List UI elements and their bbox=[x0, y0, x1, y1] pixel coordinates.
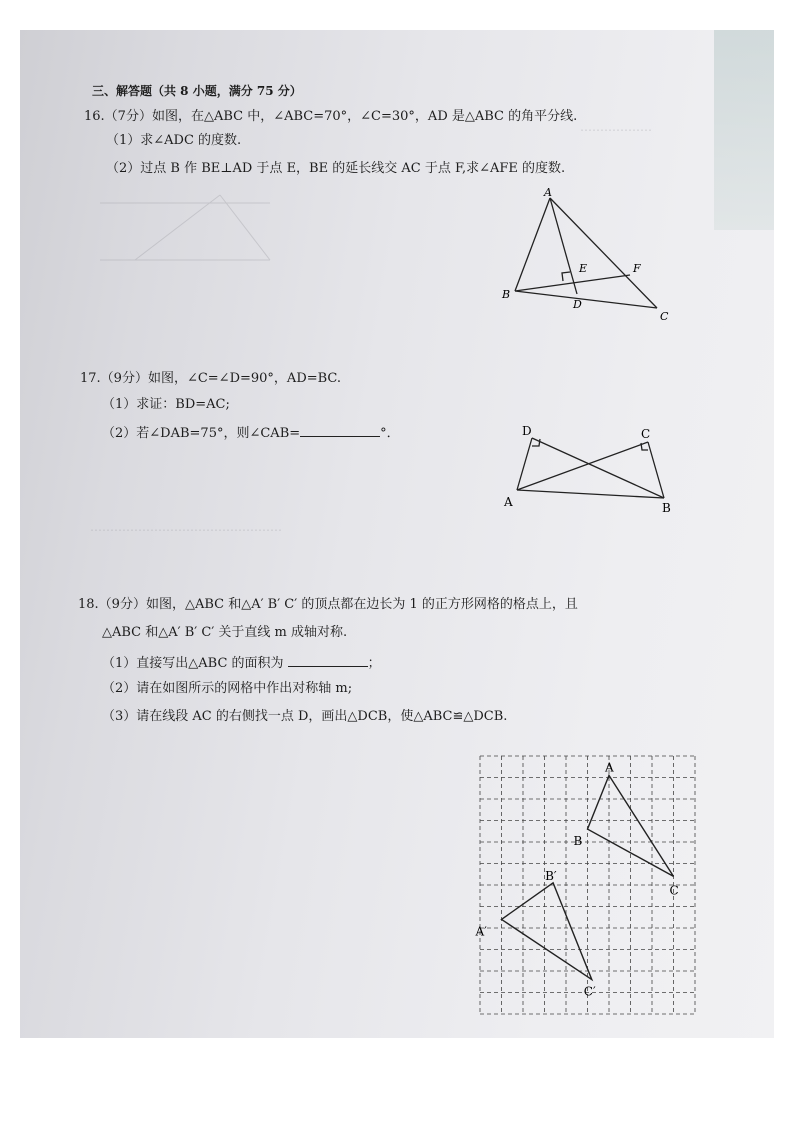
segment-ad bbox=[517, 438, 532, 490]
label-d: D bbox=[522, 424, 532, 438]
bleed-through-text: ……………… bbox=[580, 120, 652, 134]
q17-part2 bbox=[102, 422, 400, 443]
segment-bd bbox=[532, 438, 664, 498]
q17-part2-text: （2）若∠DAB=75°，则∠CAB= bbox=[102, 426, 301, 441]
q17-quadrilateral-figure bbox=[502, 420, 677, 515]
q18-part1-punct: ； bbox=[367, 656, 381, 671]
dashed-square-grid bbox=[480, 756, 695, 1014]
label-a: A bbox=[544, 188, 552, 199]
ghost-figure bbox=[90, 185, 280, 270]
photo-background bbox=[20, 30, 774, 1038]
label-e: E bbox=[579, 262, 588, 275]
segment-ab bbox=[517, 490, 664, 498]
section-title: 三、解答题（共 8 小题，满分 75 分） bbox=[92, 84, 302, 98]
label-b: B bbox=[573, 834, 583, 849]
q18-stem-line2: △ABC 和△A′ B′ C′ 关于直线 m 成轴对称. bbox=[102, 625, 348, 640]
q18-stem-line1: 18.（9分）如图，△ABC 和△A′ B′ C′ 的顶点都在边长为 1 的正方形网格的格点上，且 bbox=[78, 597, 578, 612]
q18-part1 bbox=[102, 652, 381, 673]
label-d: D bbox=[573, 298, 582, 311]
q18-area-answer-blank[interactable] bbox=[288, 652, 368, 667]
segment-ab bbox=[515, 198, 550, 291]
exam-sheet bbox=[20, 30, 774, 1038]
label-b: B bbox=[662, 501, 671, 515]
label-b: B bbox=[502, 288, 511, 301]
label-c: C bbox=[660, 310, 669, 323]
label-f: F bbox=[633, 262, 641, 275]
triangle-a1b1c1 bbox=[502, 883, 592, 980]
segment-ac bbox=[517, 442, 648, 490]
label-a-prime: A′ bbox=[475, 924, 487, 939]
q18-part3: （3）请在线段 AC 的右侧找一点 D，画出△DCB，使△ABC≌△DCB. bbox=[102, 709, 508, 724]
segment-bc bbox=[515, 291, 657, 308]
label-c: C bbox=[669, 883, 679, 898]
label-c-prime: C′ bbox=[583, 984, 596, 999]
bleed-through-text: ………………………………………… bbox=[90, 520, 282, 534]
q16-part2: （2）过点 B 作 BE⊥AD 于点 E，BE 的延长线交 AC 于点 F,求∠AFE 的度数. bbox=[106, 161, 566, 176]
q16-triangle-figure bbox=[490, 188, 670, 323]
label-c: C bbox=[641, 427, 651, 441]
label-a: A bbox=[504, 495, 513, 509]
q17-part1: （1）求证：BD=AC; bbox=[102, 397, 230, 412]
q18-grid-figure bbox=[452, 720, 697, 1020]
label-b-prime: B′ bbox=[545, 868, 557, 883]
q16-stem: 16.（7分）如图，在△ABC 中，∠ABC=70°，∠C=30°，AD 是△ABC 的角平分线. bbox=[84, 109, 578, 124]
q17-answer-blank[interactable] bbox=[300, 422, 380, 437]
label-a: A bbox=[605, 760, 614, 775]
q17-stem: 17.（9分）如图，∠C=∠D=90°，AD=BC. bbox=[80, 371, 342, 386]
segment-bc bbox=[648, 442, 664, 498]
q17-part2-unit: °． bbox=[380, 426, 400, 441]
q18-part1-text: （1）直接写出△ABC 的面积为 bbox=[102, 656, 284, 671]
right-angle-mark bbox=[562, 272, 570, 281]
q18-part2: （2）请在如图所示的网格中作出对称轴 m; bbox=[102, 681, 353, 696]
q16-part1: （1）求∠ADC 的度数. bbox=[106, 133, 242, 148]
